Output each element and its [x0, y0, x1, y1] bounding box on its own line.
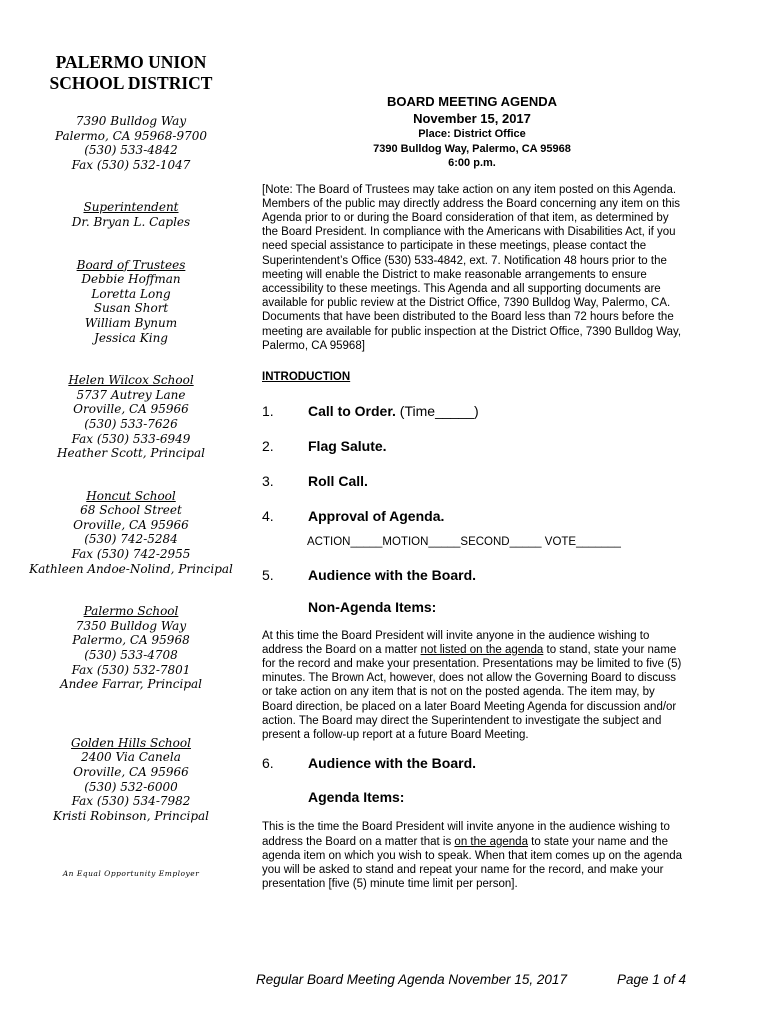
school-line: (530) 742-5284	[84, 532, 178, 547]
text-span: to stand, state your name for the record and make your presentation. Presentations may be limited to five (5) minutes. The Brown Act, however, does not allow the Governing Board to discuss or take action on any item that is not on the posted agenda. The item may, by Board direction, be placed on a later Board Meeting Agenda for discussion and/or action. The Board may direct the Superintendent to investigate the subject and present a follow-up report at a future Board Meeting.	[262, 643, 682, 741]
board-member: Susan Short	[93, 301, 169, 316]
board-block	[20, 258, 242, 346]
agenda-item	[262, 754, 682, 772]
district-contact	[20, 114, 242, 172]
agenda-item	[262, 472, 682, 490]
school-line: 5737 Autrey Lane	[76, 387, 186, 402]
school-name: Golden Hills School	[71, 735, 191, 750]
item-number: 2.	[262, 438, 274, 455]
board-member: William Bynum	[84, 315, 178, 330]
school-line: (530) 532-6000	[84, 779, 178, 794]
agenda-main	[262, 93, 682, 891]
item-title: Audience with the Board.	[308, 755, 477, 772]
school-line: Oroville, CA 95966	[73, 402, 189, 417]
school-line: Andee Farrar, Principal	[59, 677, 203, 692]
text-span: At this time the Board President will invite anyone in the audience wishing to address the Board on a matter	[262, 629, 650, 656]
school-line: 68 School Street	[80, 503, 182, 518]
item-number: 3.	[262, 473, 274, 490]
agenda-address: 7390 Bulldog Way, Palermo, CA 95968	[373, 142, 571, 155]
underlined-text: on the agenda	[454, 835, 528, 848]
board-member: Loretta Long	[91, 286, 171, 301]
school-line: Fax (530) 742-2955	[71, 547, 191, 562]
item-title: Approval of Agenda.	[308, 508, 445, 525]
school-line: Palermo, CA 95968	[72, 633, 190, 648]
school-line: Fax (530) 533-6949	[71, 431, 191, 446]
item-number: 6.	[262, 755, 274, 772]
item-number: 5.	[262, 567, 274, 584]
school-name: Helen Wilcox School	[68, 373, 194, 388]
school-name: Palermo School	[83, 604, 179, 619]
school-line: Fax (530) 532-7801	[71, 662, 191, 677]
school-line: Heather Scott, Principal	[57, 446, 205, 461]
employer-note: An Equal Opportunity Employer	[62, 869, 200, 879]
agenda-title: BOARD MEETING AGENDA	[387, 94, 557, 109]
district-address: 7390 Bulldog Way	[75, 114, 187, 128]
district-fax: Fax (530) 532-1047	[71, 157, 191, 172]
agenda-items-text	[262, 820, 682, 891]
board-member: Jessica King	[94, 330, 168, 345]
school-line: 2400 Via Canela	[81, 750, 181, 765]
district-name	[20, 52, 242, 94]
text-span: to state your name and the agenda item on which you wish to speak. When that item comes up on the agenda you will be asked to stand and repeat your name for the record, and make your presentation [five (5) minute time limit per person].	[262, 835, 683, 891]
school-line: Fax (530) 534-7982	[71, 794, 191, 809]
accessibility-note: [Note: The Board of Trustees may take action on any item posted on this Agenda. Members of the public may directly address the Board concerning any item on this Agenda prior to or during the Board consideration of that item, as determined by the Board President. In compliance with the Americans with Disabilities Act, if you need special assistance to participate in these meetings, please contact the Superintendent’s Office (530) 533-4842, ext. 7. Notification 48 hours prior to the meeting will enable the District to make reasonable arrangements to ensure accessibility to these meetings. This Agenda and all supporting documents are available for public review at the District Office, 7390 Bulldog Way, Palermo, CA. Documents that have been distributed to the Board less than 72 hours before the meeting are available for public inspection at the District Office, 7390 Bulldog Way, Palermo, CA 95968]	[262, 183, 682, 352]
school-line: 7350 Bulldog Way	[75, 618, 187, 633]
footer-title: Regular Board Meeting Agenda November 15, 2017	[256, 972, 567, 987]
school-line: (530) 533-4708	[84, 648, 178, 663]
district-phone: (530) 533-4842	[84, 143, 178, 158]
non-agenda-text	[262, 629, 682, 743]
superintendent-name: Dr. Bryan L. Caples	[71, 214, 191, 229]
agenda-header	[262, 93, 682, 171]
agenda-item	[262, 566, 682, 584]
school-block	[20, 604, 242, 692]
agenda-date: November 15, 2017	[413, 111, 531, 126]
board-heading: Board of Trustees	[76, 257, 186, 272]
superintendent-heading: Superintendent	[83, 200, 179, 215]
agenda-item	[262, 437, 682, 455]
school-block	[20, 736, 242, 824]
agenda-item	[262, 402, 682, 420]
agenda-place: Place: District Office	[418, 128, 526, 140]
school-block	[20, 489, 242, 577]
text-span: This is the time the Board President will invite anyone in the audience wishing to address the Board on a matter that is	[262, 821, 670, 848]
item-time-blank: (Time_____)	[395, 403, 479, 420]
underlined-text: not listed on the agenda	[420, 643, 544, 656]
agenda-time: 6:00 p.m.	[448, 157, 496, 169]
item-title: Audience with the Board.	[308, 567, 477, 584]
school-line: Oroville, CA 95966	[73, 765, 189, 779]
item-title: Call to Order.	[308, 403, 396, 420]
page-number: Page 1 of 4	[616, 972, 686, 987]
district-city: Palermo, CA 95968-9700	[54, 128, 208, 143]
non-agenda-heading: Non-Agenda Items:	[308, 599, 437, 616]
school-line: Kathleen Andoe-Nolind, Principal	[29, 561, 233, 576]
school-block	[20, 373, 242, 461]
page-footer	[256, 972, 686, 987]
district-sidebar	[20, 52, 242, 882]
item-title: Roll Call.	[308, 473, 368, 490]
item-number: 4.	[262, 508, 274, 525]
board-member: Debbie Hoffman	[81, 272, 181, 287]
superintendent-block	[20, 200, 242, 229]
item-number: 1.	[262, 403, 274, 420]
school-name: Honcut School	[86, 488, 176, 503]
introduction-heading: INTRODUCTION	[262, 370, 351, 383]
item-title: Flag Salute.	[308, 438, 387, 455]
district-name-line2: SCHOOL DISTRICT	[49, 73, 213, 93]
school-line: Kristi Robinson, Principal	[52, 808, 210, 823]
agenda-items-heading: Agenda Items:	[308, 789, 405, 806]
school-line: Oroville, CA 95966	[73, 517, 189, 532]
district-name-line1: PALERMO UNION	[55, 52, 207, 72]
action-vote-line: ACTION_____MOTION_____SECOND_____ VOTE_______	[307, 536, 621, 549]
agenda-item	[262, 507, 682, 525]
school-line: (530) 533-7626	[84, 416, 178, 431]
